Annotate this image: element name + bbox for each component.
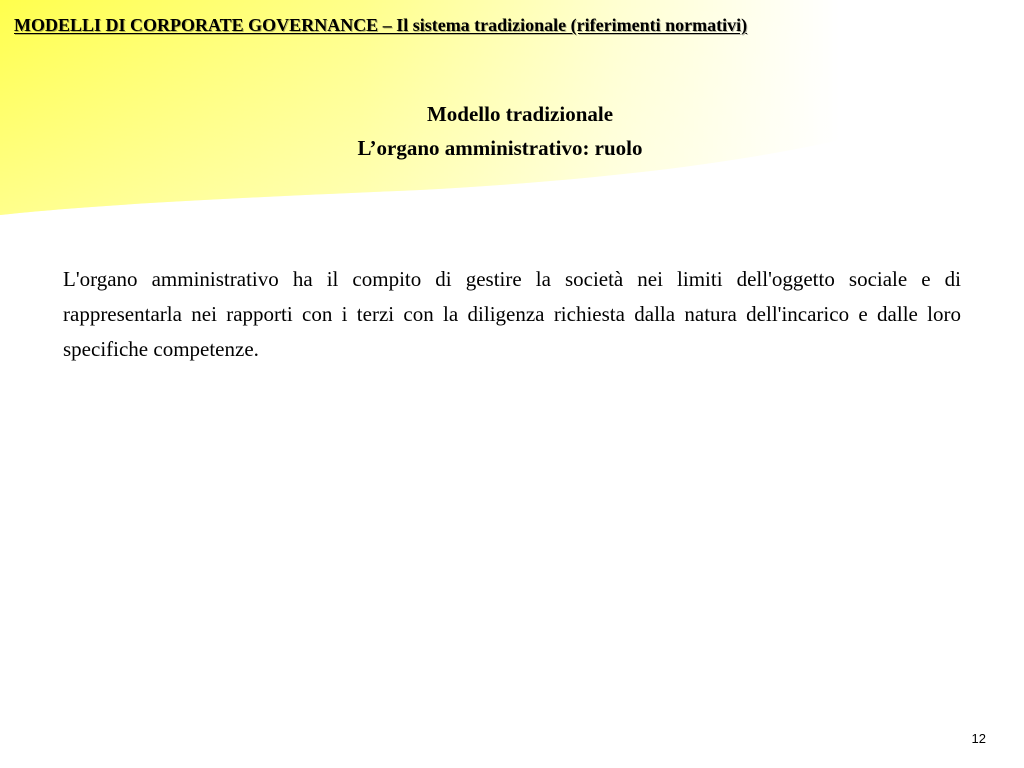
slide-title: Modello tradizionale	[426, 102, 614, 126]
body-paragraph: L'organo amministrativo ha il compito di gestire la società nei limiti dell'oggetto sociale e di rappresentarla nei rapporti con i terzi con la diligenza richiesta dalla natura dell'incarico e dalle loro specifiche competenze.	[63, 267, 961, 361]
header-title: MODELLI DI CORPORATE GOVERNANCE – Il sistema tradizionale (riferimenti normativi)	[14, 15, 748, 35]
page-number: 12	[971, 731, 986, 746]
slide-subtitle: L’organo amministrativo: ruolo	[357, 136, 643, 160]
